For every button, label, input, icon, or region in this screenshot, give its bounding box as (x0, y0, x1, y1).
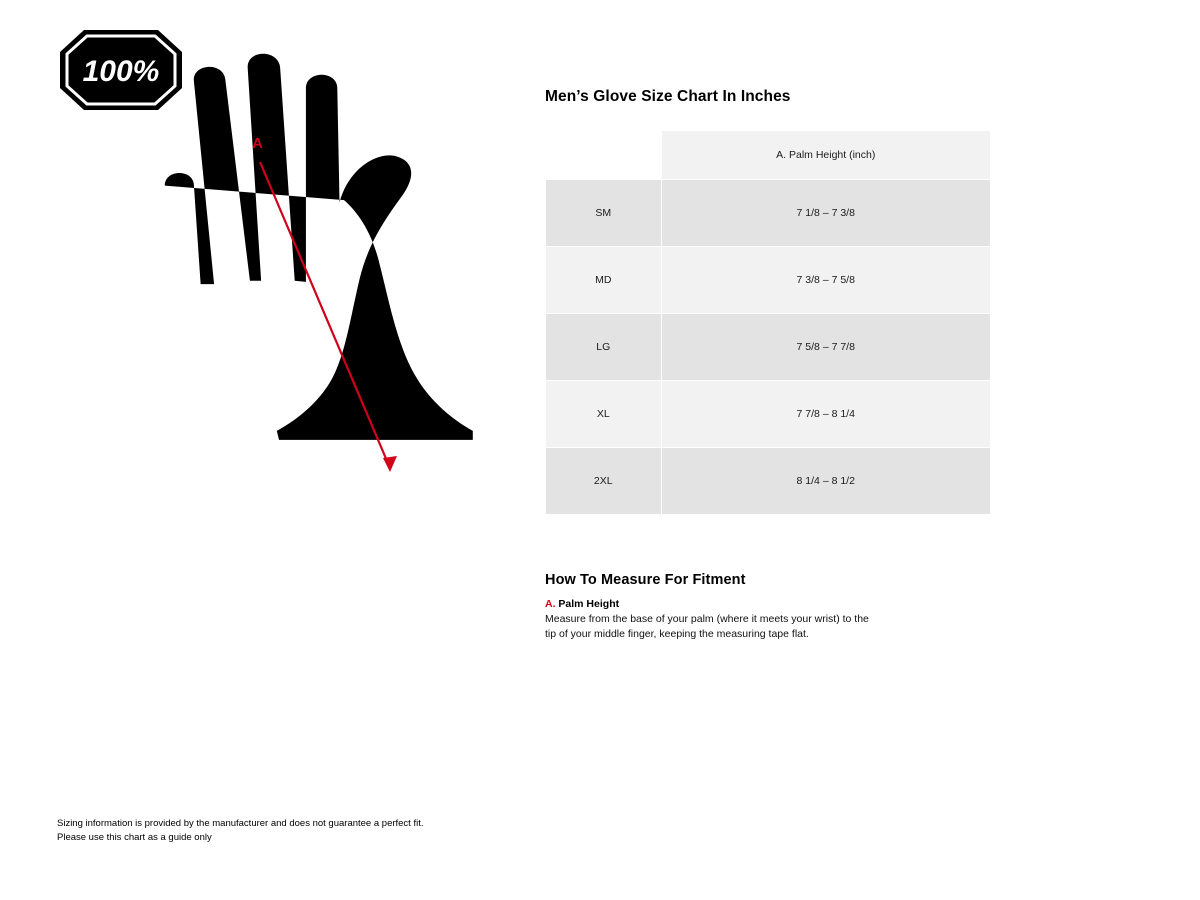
hand-illustration (150, 120, 550, 520)
cell-size: LG (546, 314, 662, 381)
how-to-measure-item-label: Palm Height (558, 598, 620, 610)
footer-line-2: Please use this chart as a guide only (57, 831, 212, 843)
brand-logo (60, 30, 182, 110)
logo-text: 100% (82, 55, 160, 88)
measure-arrowhead (383, 456, 397, 472)
page-title: Men’s Glove Size Chart In Inches (545, 88, 791, 105)
how-to-measure-item-heading (545, 598, 875, 610)
cell-palm-height: 7 5/8 – 7 7/8 (661, 314, 991, 381)
cell-palm-height: 8 1/4 – 8 1/2 (661, 448, 991, 515)
table-header-palm-height: A. Palm Height (inch) (661, 131, 991, 180)
cell-palm-height: 7 1/8 – 7 3/8 (661, 180, 991, 247)
table-header-row (546, 131, 991, 180)
table-row (546, 314, 991, 381)
hand-silhouette-shape (165, 54, 473, 440)
footer-line-1: Sizing information is provided by the manufacturer and does not guarantee a perfect fit. (57, 818, 424, 829)
cell-size: XL (546, 381, 662, 448)
size-chart-section (545, 88, 1145, 515)
measure-letter-label: A (252, 135, 264, 152)
how-to-measure-title: How To Measure For Fitment (545, 572, 746, 588)
cell-palm-height: 7 3/8 – 7 5/8 (661, 247, 991, 314)
footer-disclaimer (57, 817, 557, 844)
cell-size: SM (546, 180, 662, 247)
cell-palm-height: 7 7/8 – 8 1/4 (661, 381, 991, 448)
table-row (546, 247, 991, 314)
cell-size: 2XL (546, 448, 662, 515)
table-row (546, 448, 991, 515)
size-chart-table (545, 130, 991, 515)
how-to-measure-description: Measure from the base of your palm (where it meets your wrist) to the tip of your middle finger, keeping the measuring tape flat. (545, 613, 869, 640)
cell-size: MD (546, 247, 662, 314)
table-corner-cell (546, 131, 662, 180)
how-to-measure-item-letter: A. (545, 598, 556, 610)
how-to-measure-section (545, 572, 875, 641)
table-row (546, 180, 991, 247)
table-row (546, 381, 991, 448)
